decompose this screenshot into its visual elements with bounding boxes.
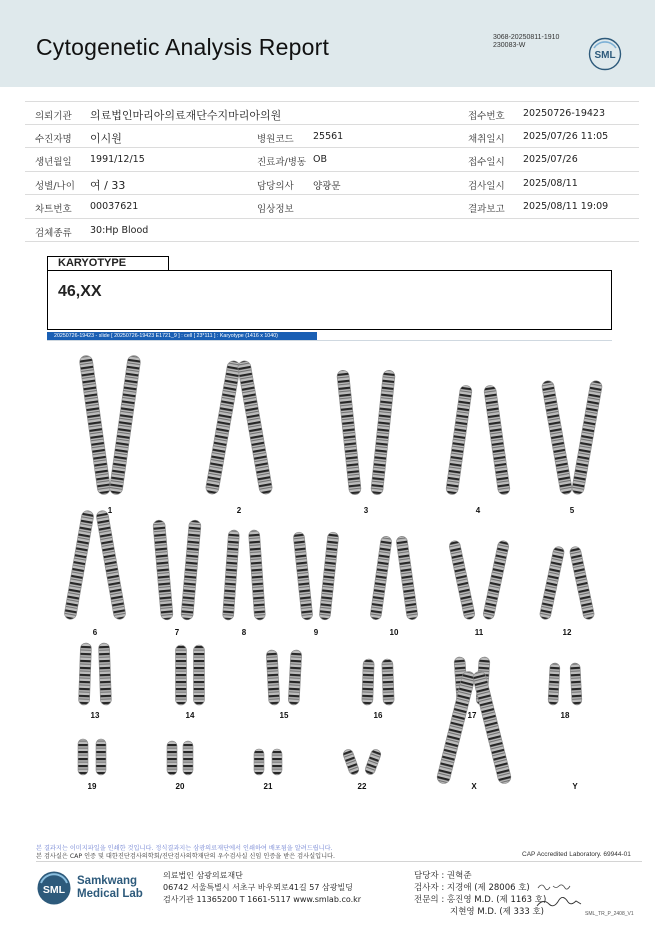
chromosome-16 xyxy=(362,659,375,705)
chromosome-label-14: 14 xyxy=(185,711,195,720)
chromosome-1 xyxy=(109,355,141,495)
chromosome-21 xyxy=(254,749,264,775)
contact-line: 검사기관 11365200 T 1661-5117 www.smlab.co.kr xyxy=(163,895,362,904)
info-row xyxy=(25,172,639,196)
chromosome-label-13: 13 xyxy=(90,711,100,720)
chromosome-label-2: 2 xyxy=(236,506,242,515)
document-number-line-2: 230083-W xyxy=(493,42,526,49)
staff-line: 담당자 : 권혁준 xyxy=(414,871,472,881)
brand-line-2: Medical Lab xyxy=(77,888,143,900)
chromosome-14 xyxy=(176,645,187,705)
info-value: 여 / 33 xyxy=(90,178,126,192)
chromosome-label-20: 20 xyxy=(175,782,185,791)
staff-line: 지현영 M.D. (제 333 호) xyxy=(450,907,545,917)
chromosome-15 xyxy=(266,650,280,706)
karyogram-caption: 20250726-19423 - slide [ 20250726-19423 E1721_9 ] : cell [ 23*111 ] : Karyotype (1416 x 1040) xyxy=(47,332,317,340)
chromosome-19 xyxy=(78,739,88,775)
chromosome-13 xyxy=(78,643,91,705)
chromosome-8 xyxy=(248,530,265,621)
chromosome-12 xyxy=(539,546,565,621)
info-label: 임상정보 xyxy=(257,204,294,215)
chromosome-label-1: 1 xyxy=(107,506,113,515)
chromosome-10 xyxy=(370,536,393,621)
chromosome-12 xyxy=(569,546,595,621)
logo-text: SML xyxy=(42,884,66,896)
brand-line-1: Samkwang xyxy=(77,875,138,887)
karyotype-result-box xyxy=(47,270,612,330)
chromosome-7 xyxy=(153,520,174,621)
chromosome-X xyxy=(472,670,512,785)
chromosome-6 xyxy=(64,510,95,620)
form-number: SML_TR_P_2408_V1 xyxy=(585,911,634,917)
info-label: 의뢰기관 xyxy=(35,111,72,122)
chromosome-label-16: 16 xyxy=(373,711,383,720)
chromosome-label-5: 5 xyxy=(569,506,575,515)
info-value: 양광문 xyxy=(313,180,341,192)
info-value: 1991/12/15 xyxy=(90,154,145,165)
patient-info-table xyxy=(25,101,639,242)
chromosome-10 xyxy=(396,536,419,621)
chromosome-label-7: 7 xyxy=(174,628,180,637)
karyotype-result: 46,XX xyxy=(58,283,102,300)
chromosome-label-Y: Y xyxy=(572,782,578,791)
chromosome-5 xyxy=(571,380,603,495)
staff-line: 전문의 : 홍진영 M.D. (제 1163 호) xyxy=(414,895,547,905)
chromosome-19 xyxy=(96,739,106,775)
info-label: 담당의사 xyxy=(257,180,294,192)
info-value: 2025/08/11 19:09 xyxy=(523,201,609,212)
chromosome-13 xyxy=(98,643,111,705)
chromosome-15 xyxy=(288,650,302,706)
chromosome-11 xyxy=(482,540,509,621)
info-row xyxy=(25,148,639,172)
chromosome-22 xyxy=(342,748,360,776)
disclaimer-notice: 본 결과지는 이미지파일을 인쇄한 것입니다. 정식결과지는 삼광의료재단에서 인쇄하여 배포됨을 알려드립니다. xyxy=(36,845,333,852)
chromosome-16 xyxy=(382,659,395,705)
info-label: 차트번호 xyxy=(35,204,72,215)
chromosome-18 xyxy=(570,663,582,705)
chromosome-6 xyxy=(96,510,127,620)
chromosome-5 xyxy=(541,380,573,495)
chromosome-14 xyxy=(194,645,205,705)
info-value: 2025/07/26 xyxy=(523,154,578,165)
sml-logo-icon xyxy=(588,37,622,71)
chromosome-label-3: 3 xyxy=(363,506,369,515)
chromosome-20 xyxy=(183,741,193,775)
info-label: 접수번호 xyxy=(468,111,505,122)
chromosome-3 xyxy=(370,370,395,496)
chromosome-9 xyxy=(319,532,339,621)
chromosome-4 xyxy=(445,385,472,496)
chromosome-20 xyxy=(167,741,177,775)
info-value: 00037621 xyxy=(90,201,139,212)
info-label: 진료과/병동 xyxy=(257,157,307,168)
address-line: 06742 서울특별시 서초구 바우뫼로41길 57 삼광빌딩 xyxy=(163,883,353,892)
info-row xyxy=(25,195,639,219)
brand-name xyxy=(77,875,143,901)
karyotype-tab xyxy=(47,256,169,271)
document-number-line-1: 3068-20250811-1910 xyxy=(493,34,560,41)
organization-address xyxy=(163,870,361,906)
chromosome-2 xyxy=(237,360,273,495)
info-label: 생년월일 xyxy=(35,157,72,168)
chromosome-22 xyxy=(364,748,382,776)
karyogram-image xyxy=(40,345,615,803)
chromosome-21 xyxy=(272,749,282,775)
chromosome-1 xyxy=(79,355,111,495)
staff-line: 검사자 : 지경애 (제 28006 호) xyxy=(414,883,530,893)
chromosome-label-4: 4 xyxy=(475,506,481,515)
chromosome-label-10: 10 xyxy=(389,628,399,637)
accreditation-notice: 본 검사실은 CAP 인증 및 대한진단검사의학회/진단검사의학재단의 우수검사실 신임 인증을 받은 검사실입니다. xyxy=(36,853,335,860)
chromosome-9 xyxy=(293,532,313,621)
info-label: 접수일시 xyxy=(468,157,505,168)
info-label: 수진자명 xyxy=(35,133,72,145)
info-label: 채취일시 xyxy=(468,133,505,145)
chromosome-label-22: 22 xyxy=(357,782,367,791)
chromosome-label-11: 11 xyxy=(474,628,484,637)
caption-divider xyxy=(47,340,612,341)
samkwang-logo-icon xyxy=(36,870,72,906)
chromosome-label-18: 18 xyxy=(560,711,570,720)
info-label: 성별/나이 xyxy=(35,180,75,192)
signature-icon xyxy=(535,880,585,914)
info-value: OB xyxy=(313,154,327,165)
sml-badge-text: SML xyxy=(594,50,616,61)
chromosome-11 xyxy=(448,540,475,621)
chromosome-label-6: 6 xyxy=(92,628,98,637)
footer-divider xyxy=(36,861,642,862)
chromosome-label-12: 12 xyxy=(562,628,572,637)
chromosome-8 xyxy=(222,530,239,621)
chromosome-7 xyxy=(181,520,202,621)
chromosome-label-X: X xyxy=(471,782,477,791)
chromosome-label-19: 19 xyxy=(87,782,97,791)
info-value: 이시원 xyxy=(90,131,122,145)
report-header xyxy=(0,0,655,87)
info-label: 검체종류 xyxy=(35,227,72,239)
chromosome-label-15: 15 xyxy=(279,711,289,720)
info-value: 2025/08/11 xyxy=(523,177,578,189)
info-value: 30:Hp Blood xyxy=(90,224,149,236)
report-title: Cytogenetic Analysis Report xyxy=(36,34,330,60)
info-value: 2025/07/26 11:05 xyxy=(523,130,609,142)
chromosome-18 xyxy=(548,663,560,705)
info-label: 병원코드 xyxy=(257,133,294,145)
info-value: 20250726-19423 xyxy=(523,108,606,119)
info-row xyxy=(25,219,639,243)
info-label: 검사일시 xyxy=(468,180,505,192)
staff-list xyxy=(414,870,546,918)
info-row xyxy=(25,101,639,125)
chromosome-label-17: 17 xyxy=(467,711,477,720)
chromosome-group xyxy=(64,355,603,785)
chromosome-4 xyxy=(483,385,510,496)
info-value: 의료법인마리아의료재단수지마리아의원 xyxy=(90,109,282,122)
chromosome-label-21: 21 xyxy=(263,782,273,791)
karyotype-label: KARYOTYPE xyxy=(58,257,127,269)
cap-accreditation: CAP Accredited Laboratory. 69944-01 xyxy=(522,851,631,858)
info-value: 25561 xyxy=(313,130,344,142)
document-number xyxy=(493,34,559,50)
info-row xyxy=(25,125,639,149)
info-label: 결과보고 xyxy=(468,204,505,215)
chromosome-3 xyxy=(336,370,361,496)
chromosome-label-8: 8 xyxy=(241,628,247,637)
organization-name: 의료법인 삼광의료재단 xyxy=(163,871,243,880)
chromosome-2 xyxy=(205,360,241,495)
chromosome-label-9: 9 xyxy=(313,628,319,637)
